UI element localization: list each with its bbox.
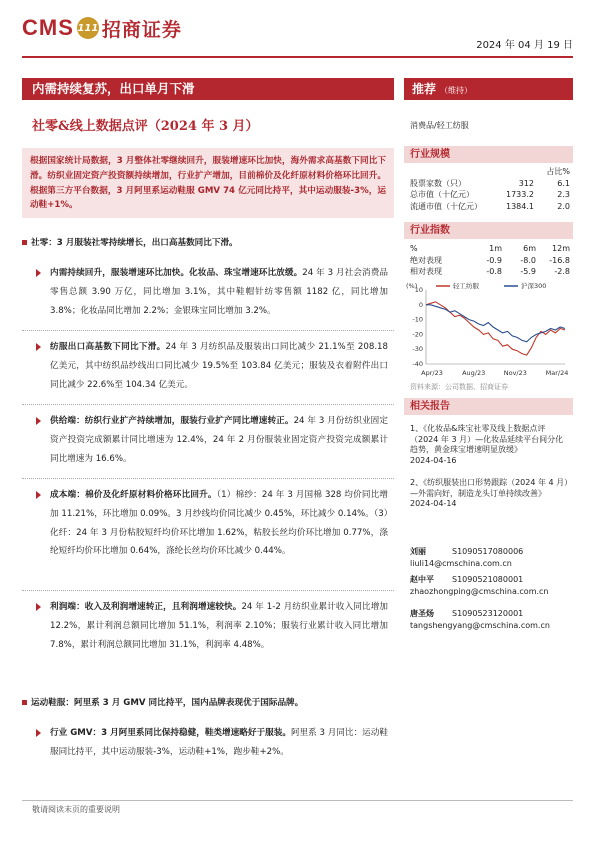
table-row: 总市值（十亿元） 1733.2 2.3 xyxy=(410,190,570,199)
series-line-1 xyxy=(426,305,565,342)
header-divider xyxy=(22,56,573,58)
square-bullet-icon xyxy=(22,240,27,245)
report-title: 内需持续复苏，出口单月下滑 xyxy=(22,78,394,100)
para-gmv: 行业 GMV：3 月阿里系同比保持稳健，鞋类增速略好于服装。阿里系 3 月同比：运动鞋服同比持平，其中运动服装-3%，运动鞋+1%，跑步鞋+2%。 xyxy=(50,724,388,762)
y-tick-label: -30 xyxy=(412,345,423,354)
reports-heading: 相关报告 xyxy=(404,398,573,415)
rating-title: 推荐 xyxy=(412,82,437,96)
table-row: 相对表现 -0.8 -5.9 -2.8 xyxy=(410,267,570,276)
y-tick-label: 0 xyxy=(418,300,423,309)
section-heading-sportswear: 运动鞋服：阿里系 3 月 GMV 同比持平，国内品牌表现优于国际品牌。 xyxy=(22,694,394,712)
report-date: 2024 年 04 月 19 日 xyxy=(476,40,573,51)
summary-box: 根据国家统计局数据，3 月整体社零继续回升，服装增速环比加快，海外需求高基数下同比下滑。纺织业固定资产投资额持续增加，行业扩产增加，目前棉价及化纤原材料价格环比回升。根据第三方平台数据，3 月阿里系运动鞋服 GMV 74 亿元同比持平，其中运动服装-3%，运动鞋+1%。 xyxy=(22,148,394,218)
y-axis-label: (%) xyxy=(406,282,418,290)
related-report-1[interactable]: 1、《化妆品&珠宝社零及线上数据点评（2024 年 3 月）—化妆品延续平台间分化趋势，黄金珠宝增速明显放缓》 2024-04-16 xyxy=(410,424,564,465)
divider xyxy=(22,330,394,331)
rating-note: （维持） xyxy=(440,86,473,95)
footer-note: 敬请阅读末页的重要说明 xyxy=(32,805,120,814)
legend-label: 沪深300 xyxy=(521,282,547,290)
divider xyxy=(22,478,394,479)
chart-source: 资料来源：公司数据、招商证券 xyxy=(410,383,508,391)
analyst-3: 唐圣炀 S1090523120001 tangshengyang@cmschina.com.cn xyxy=(410,609,550,630)
table-row: 流通市值（十亿元） 1384.1 2.0 xyxy=(410,201,570,211)
analyst-2: 赵中平 S1090521080001 zhaozhongping@cmschina.com.cn xyxy=(410,575,549,596)
y-tick-label: -10 xyxy=(412,315,423,324)
logo-seal-icon: 111 xyxy=(77,17,99,39)
index-table: % 1m 6m 12m 绝对表现 -0.9 -8.0 -16.8 相对表现 -0.8 -5.9 -2.8 xyxy=(410,244,570,276)
triangle-bullet-icon xyxy=(36,729,41,737)
legend-label: 轻工纺服 xyxy=(453,282,479,290)
triangle-bullet-icon xyxy=(36,491,41,499)
y-tick-label: -20 xyxy=(412,330,423,339)
triangle-bullet-icon xyxy=(36,417,41,425)
para-domestic-demand: 内需持续回升，服装增速环比加快。化妆品、珠宝增速环比放缓。24 年 3 月社会消费品零售总额 3.90 万亿，同比增加 3.1%，其中鞋帽针纺零售额 1182 亿，同比增加 3.8%；化妆品同比增加 2.2%；金银珠宝同比增加 3.2%。 xyxy=(50,264,388,320)
section-heading-retail: 社零：3 月服装社零持续增长，出口高基数同比下滑。 xyxy=(22,234,394,252)
analyst-1: 刘丽 S1090517080006 liuli14@cmschina.com.cn xyxy=(410,547,524,568)
table-row: 股票家数（只） 312 6.1 xyxy=(410,178,570,188)
divider xyxy=(22,590,394,591)
x-tick-label: Nov/23 xyxy=(503,369,527,377)
scale-heading: 行业规模 xyxy=(404,146,573,163)
analyst-email[interactable]: liuli14@cmschina.com.cn xyxy=(410,558,512,568)
para-cost: 成本端：棉价及化纤原材料价格环比回升。（1）棉纱：24 年 3 月国棉 328 均价同比增加 11.21%，环比增加 0.09%。3 月纱线均价同比减少 0.45%，环比减少 0.14%。（3）化纤：24 年 3 月份粘胶短纤均价环比增加 1.62%，粘胶长丝均价环比增加 0.77%，涤纶短纤均价环比增加 0.64%，涤纶长丝均价环比减少 0.44%。 xyxy=(50,486,388,561)
logo-latin: CMS xyxy=(22,15,74,40)
related-report-2[interactable]: 2、《纺织服装出口形势跟踪（2024 年 4 月）—外需向好，制造龙头订单持续改善》 2024-04-14 xyxy=(410,478,569,508)
para-supply: 供给端：纺织行业扩产持续增加，服装行业扩产同比增速转正。24 年 3 月份纺织业固定资产投资完成额累计同比增速为 12.4%，24 年 2 月份服装业固定资产投资完成额累计同比增速为 16.6%。 xyxy=(50,412,388,468)
company-logo xyxy=(22,10,182,46)
y-tick-label: 10 xyxy=(414,286,423,294)
triangle-bullet-icon xyxy=(36,603,41,611)
x-tick-label: Aug/23 xyxy=(462,369,486,377)
industry-category: 消费品/轻工纺服 xyxy=(410,121,469,130)
index-chart xyxy=(404,280,573,382)
x-tick-label: Apr/23 xyxy=(421,369,443,377)
report-subtitle: 社零&线上数据点评（2024 年 3 月） xyxy=(32,119,259,134)
divider xyxy=(22,404,394,405)
table-row: 绝对表现 -0.9 -8.0 -16.8 xyxy=(410,255,570,265)
footer-divider xyxy=(22,800,573,801)
y-tick-label: -40 xyxy=(412,360,423,368)
index-heading: 行业指数 xyxy=(404,222,573,239)
x-tick-label: Mar/24 xyxy=(545,369,569,377)
logo-chinese: 招商证券 xyxy=(101,18,182,41)
triangle-bullet-icon xyxy=(36,343,41,351)
scale-table: 占比% 股票家数（只） 312 6.1 总市值（十亿元） 1733.2 2.3 流通市值（十亿元） 1384.1 2.0 xyxy=(410,167,570,211)
triangle-bullet-icon xyxy=(36,269,41,277)
index-chart-svg xyxy=(404,280,573,378)
analyst-email[interactable]: tangshengyang@cmschina.com.cn xyxy=(410,620,550,630)
analyst-email[interactable]: zhaozhongping@cmschina.com.cn xyxy=(410,586,549,596)
rating-bar xyxy=(404,78,573,100)
para-exports: 纺服出口高基数下同比下滑。24 年 3 月纺织品及服装出口同比减少 21.1%至 208.18 亿美元，其中纺织品纱线出口同比减少 19.5%至 103.84 亿美元；服装及衣着附件出口同比减少 22.6%至 104.34 亿美元。 xyxy=(50,338,388,394)
para-profit: 利润端：收入及利润增速转正，且利润增速较快。24 年 1-2 月纺织业累计收入同比增加 12.2%，累计利润总额同比增加 51.1%，利润率 2.10%；服装行业累计收入同比增加 7.8%，累计利润总额同比增加 31.1%，利润率 4.48%。 xyxy=(50,598,388,654)
square-bullet-icon xyxy=(22,700,27,705)
